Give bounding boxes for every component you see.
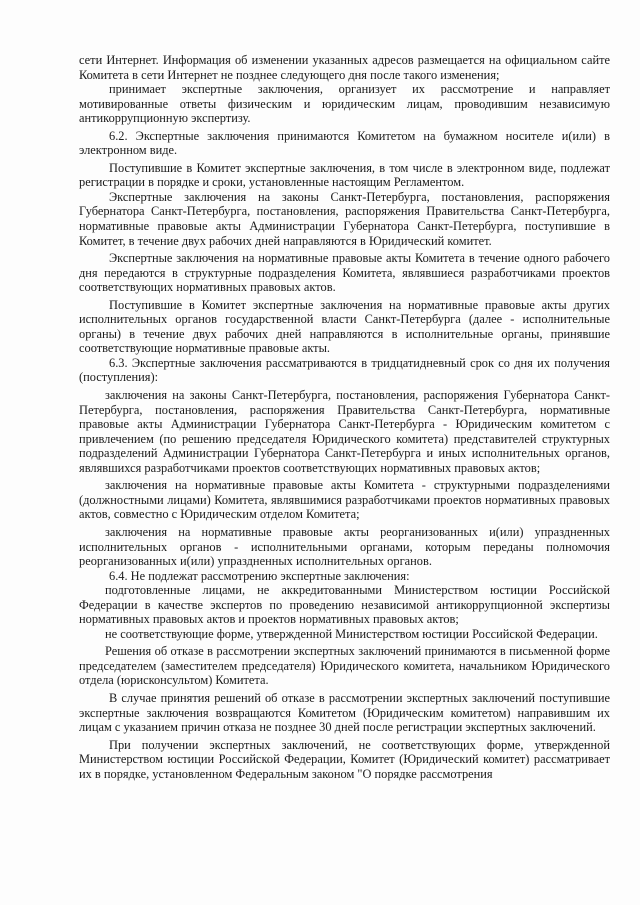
paragraph-internet-info: сети Интернет. Информация об изменении указанных адресов размещается на официальном сайте Комитета в сети Интернет не позднее следующего дня после такого изменения; — [79, 53, 610, 82]
paragraph-return-conclusions: В случае принятия решений об отказе в рассмотрении экспертных заключений поступившие экспертные заключения возвращаются Комитетом (Юридическим комитетом) направившим их лицам с указанием причин отказа не позднее 30 дней после регистрации экспертных заключений. — [79, 690, 610, 735]
paragraph-registration: Поступившие в Комитет экспертные заключения, в том числе в электронном виде, подлежат регистрации в порядке и сроки, установленные настоящим Регламентом. — [79, 160, 610, 190]
paragraph-wrong-form: не соответствующие форме, утвержденной Министерством юстиции Российской Федерации. — [105, 626, 598, 641]
paragraph-committee-review: заключения на нормативные правовые акты Комитета - структурными подразделениями (должностными лицами) Комитета, являвшимися разработчиками проектов нормативных правовых актов, совместно с Юридическим отделом Комитета; — [79, 478, 610, 522]
paragraph-laws-conclusions: Экспертные заключения на законы Санкт-Петербурга, постановления, распоряжения Губернатора Санкт-Петербурга, постановления, распоряжения Правительства Санкт-Петербурга, нормативные правовые акты Администрации Губернатора Санкт-Петербурга, поступившие в Комитет, в течение двух рабочих дней направляются в Юридический комитет. — [79, 189, 610, 248]
paragraph-reorganized-review: заключения на нормативные правовые акты реорганизованных и(или) упраздненных исполнительных органов - исполнительными органами, которым переданы полномочия реорганизованных и(или) упраздненных исполнительных органов. — [79, 524, 610, 569]
paragraph-accepts-conclusions: принимает экспертные заключения, организует их рассмотрение и направляет мотивированные ответы физическим и юридическим лицам, проводившим независимую антикоррупционную экспертизу. — [79, 82, 610, 126]
paragraph-6-3: 6.3. Экспертные заключения рассматриваются в тридцатидневный срок со дня их получения (поступления): — [79, 355, 610, 385]
paragraph-6-4: 6.4. Не подлежат рассмотрению экспертные заключения: — [109, 568, 410, 583]
paragraph-6-2: 6.2. Экспертные заключения принимаются Комитетом на бумажном носителе и(или) в электронном виде. — [79, 128, 610, 158]
paragraph-committee-acts: Экспертные заключения на нормативные правовые акты Комитета в течение одного рабочего дня передаются в структурные подразделения Комитета, являвшиеся разработчиками проектов соответствующих нормативных правовых актов. — [79, 251, 610, 295]
document-body — [79, 53, 610, 781]
paragraph-not-accredited: подготовленные лицами, не аккредитованными Министерством юстиции Российской Федерации в качестве экспертов по проведению независимой антикоррупционной экспертизы нормативных правовых актов и проектов нормативных правовых актов; — [79, 583, 610, 627]
paragraph-laws-review: заключения на законы Санкт-Петербурга, постановления, распоряжения Губернатора Санкт-Петербурга, постановления, распоряжения Правительства Санкт-Петербурга, нормативные правовые акты Администрации Губернатора Санкт-Петербурга - Юридическим комитетом с привлечением (по решению председателя Юридического комитета) представителей структурных подразделений Администрации Губернатора Санкт-Петербурга и иных исполнительных органов, являвшихся разработчиками проектов соответствующих нормативных правовых актов; — [79, 388, 610, 475]
paragraph-refusal-decisions: Решения об отказе в рассмотрении экспертных заключений принимаются в письменной форме председателем (заместителем председателя) Юридического комитета, начальником Юридического отдела (юрисконсультом) Комитета. — [79, 644, 610, 688]
paragraph-nonconforming-form: При получении экспертных заключений, не соответствующих форме, утвержденной Министерством юстиции Российской Федерации, Комитет (Юридический комитет) рассматривает их в порядке, установленном Федеральным законом "О порядке рассмотрения — [79, 737, 610, 781]
paragraph-other-organs: Поступившие в Комитет экспертные заключения на нормативные правовые акты других исполнительных органов государственной власти Санкт-Петербурга (далее - исполнительные органы) в течение двух рабочих дней направляются в исполнительные органы, принявшие соответствующие нормативные правовые акты. — [79, 297, 610, 356]
